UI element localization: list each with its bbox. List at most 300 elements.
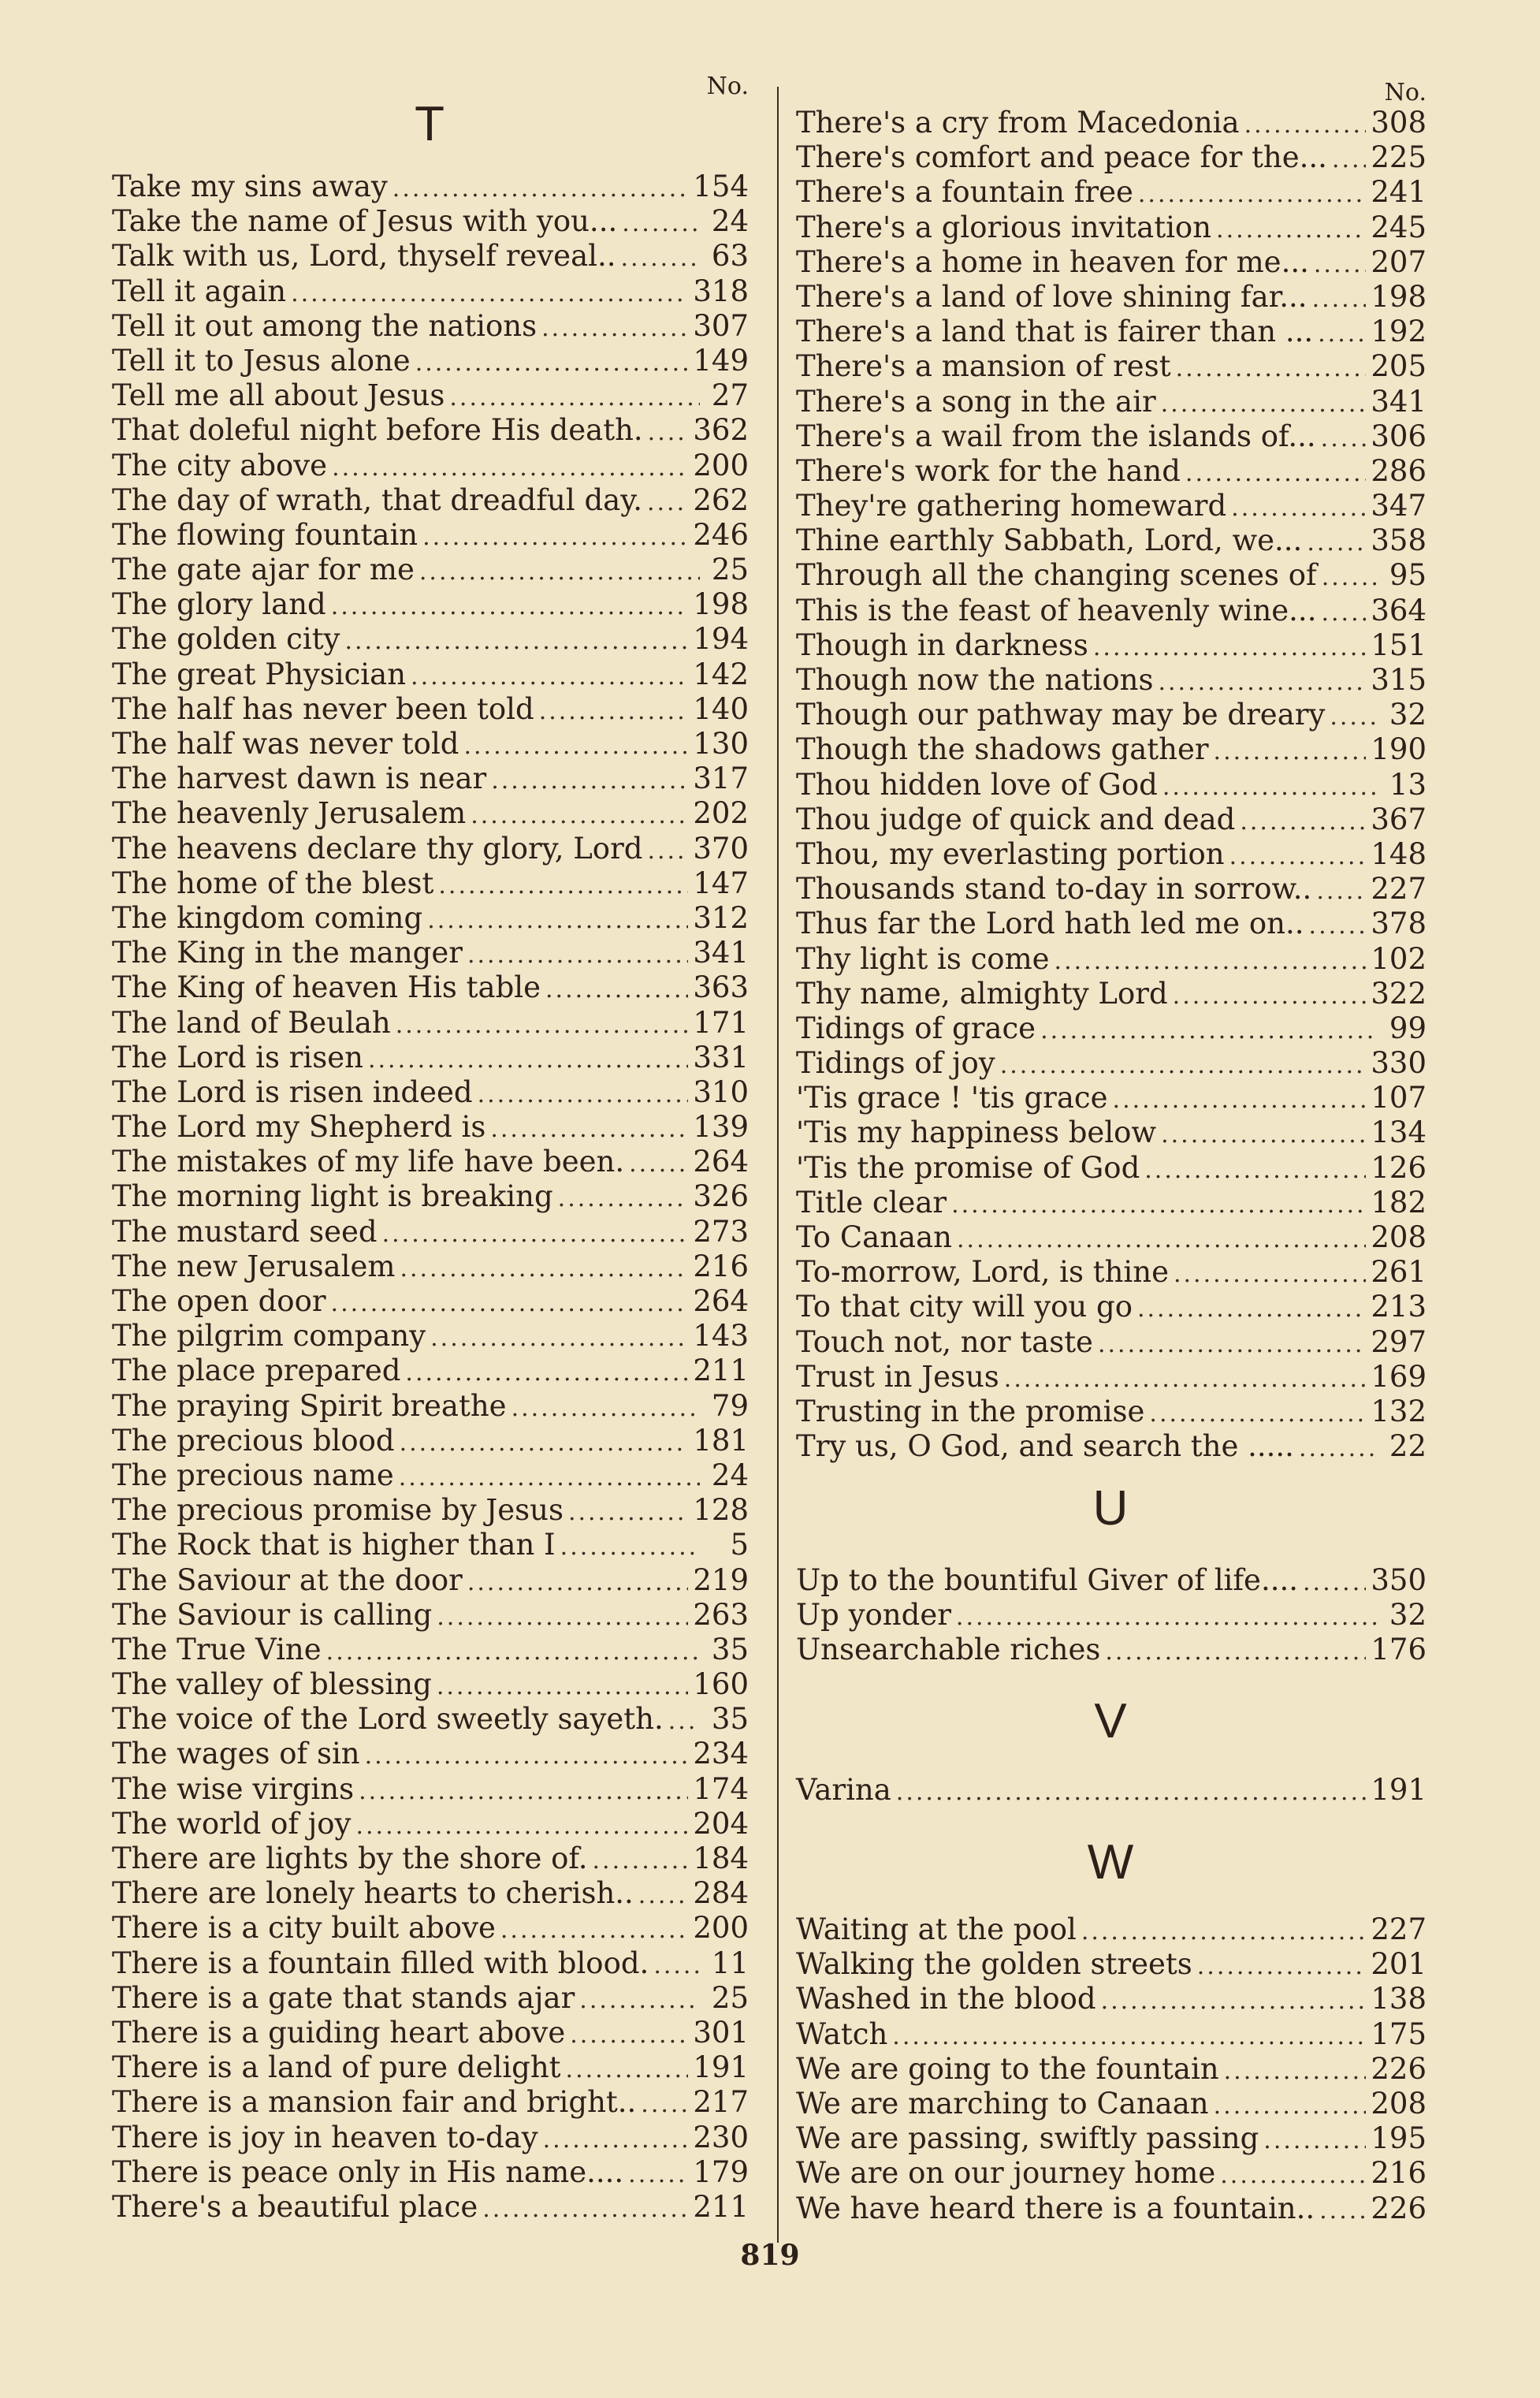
entry-number: 230 (693, 2120, 749, 2154)
dot-leader (355, 1809, 688, 1844)
dot-leader (628, 2158, 688, 2192)
entry-title: There's a glorious invitation (796, 210, 1212, 244)
entry-title: The King in the manger (112, 936, 463, 970)
dot-leader (365, 1739, 689, 1774)
dot-leader (467, 938, 688, 973)
index-entry (796, 1982, 1427, 2016)
entry-number: 216 (1371, 2156, 1427, 2191)
index-entry (112, 1563, 749, 1598)
entry-number: 191 (1371, 1773, 1427, 1807)
entry-title: The place prepared (112, 1354, 401, 1388)
entry-title: The glory land (112, 587, 326, 622)
dot-leader (1138, 177, 1366, 212)
dot-leader (437, 1600, 688, 1635)
dot-leader (437, 1670, 689, 1704)
dot-leader (560, 1530, 700, 1565)
index-entry (112, 970, 749, 1005)
entry-number: 378 (1371, 907, 1427, 941)
entry-title: Thou judge of quick and dead (796, 802, 1236, 836)
entry-title: There are lights by the shore of. (112, 1841, 588, 1875)
index-entry (112, 239, 749, 274)
entry-title: The land of Beulah (112, 1005, 391, 1040)
dot-leader (648, 415, 689, 450)
entry-number: 102 (1371, 941, 1427, 976)
entry-number: 362 (693, 413, 749, 448)
column-divider (777, 87, 779, 2243)
entry-number: 245 (1371, 210, 1427, 244)
entry-number: 192 (1371, 315, 1427, 349)
entry-title: The Saviour at the door (112, 1562, 463, 1597)
dot-leader (1299, 1432, 1378, 1466)
entry-number: 35 (711, 1632, 749, 1666)
entry-title: The Lord is risen indeed (112, 1074, 473, 1109)
entry-title: There's work for the hand (796, 453, 1181, 488)
entry-title: There's a beautiful place (112, 2189, 478, 2224)
index-entry (112, 378, 749, 413)
index-entry (796, 315, 1427, 349)
entry-number: 25 (711, 1980, 749, 2015)
index-entry (796, 732, 1427, 767)
dot-leader (1319, 2194, 1366, 2229)
entry-number: 219 (693, 1562, 749, 1597)
entry-number: 208 (1371, 2086, 1427, 2121)
index-entry (112, 832, 749, 866)
entry-title: Though in darkness (796, 627, 1088, 662)
entry-title: The new Jerusalem (112, 1249, 396, 1283)
dot-leader (411, 660, 688, 694)
entry-title: Take my sins away (112, 169, 388, 203)
entry-title: Tell it to Jesus alone (112, 343, 411, 378)
entry-title: The King of heaven His table (112, 970, 541, 1005)
entry-title: The half was never told (112, 727, 459, 761)
dot-leader (629, 1147, 688, 1182)
dot-leader (641, 2087, 688, 2122)
number-column-header-left: No. (706, 73, 749, 100)
entry-number: 331 (693, 1040, 749, 1074)
dot-leader (1161, 387, 1367, 422)
dot-leader (653, 1949, 700, 1983)
index-entry (796, 1220, 1427, 1255)
index-entry (796, 942, 1427, 977)
entry-number: 32 (1389, 698, 1427, 732)
dot-leader (415, 346, 689, 381)
entry-title: There are lonely hearts to cherish.. (112, 1876, 634, 1911)
entry-title: The morning light is breaking (112, 1179, 553, 1214)
entry-title: Title clear (796, 1185, 947, 1219)
entry-title: The wise virgins (112, 1771, 355, 1806)
entry-number: 226 (1371, 2191, 1427, 2225)
dot-leader (1105, 1635, 1366, 1670)
dot-leader (427, 903, 688, 938)
index-entry (796, 1290, 1427, 1324)
right-entry-list-v (796, 1773, 1427, 1808)
index-entry (796, 523, 1427, 558)
entry-number: 11 (711, 1946, 749, 1980)
dot-leader (400, 1252, 688, 1287)
index-entry (112, 1493, 749, 1528)
entry-title: The wages of sin (112, 1737, 360, 1771)
entry-number: 341 (693, 936, 749, 970)
index-entry (796, 802, 1427, 837)
index-entry (112, 761, 749, 796)
dot-leader (1303, 1566, 1366, 1600)
dot-leader (579, 1983, 700, 2018)
dot-leader (491, 764, 688, 799)
dot-leader (1137, 1292, 1366, 1327)
dot-leader (545, 973, 688, 1007)
index-entry (112, 622, 749, 657)
index-entry (796, 1912, 1427, 1947)
dot-leader (1149, 1397, 1366, 1432)
entry-number: 308 (1371, 106, 1427, 140)
dot-leader (368, 1043, 688, 1078)
entry-number: 284 (693, 1876, 749, 1911)
dot-leader (399, 1461, 700, 1495)
entry-title: Thy name, almighty Lord (796, 976, 1168, 1011)
entry-number: 148 (1371, 836, 1427, 871)
index-entry (112, 2121, 749, 2155)
index-entry (112, 1841, 749, 1876)
index-entry (796, 558, 1427, 593)
entry-number: 5 (730, 1528, 749, 1562)
entry-number: 363 (693, 970, 749, 1005)
index-entry (112, 1284, 749, 1319)
dot-leader (511, 1391, 700, 1426)
dot-leader (291, 277, 688, 311)
entry-number: 126 (1371, 1150, 1427, 1185)
index-entry (796, 768, 1427, 802)
entry-title: The pilgrim company (112, 1319, 426, 1354)
index-entry (112, 1702, 749, 1737)
dot-leader (396, 1008, 689, 1043)
entry-number: 213 (1371, 1290, 1427, 1324)
index-entry (112, 274, 749, 309)
index-entry (796, 1011, 1427, 1046)
dot-leader (1040, 1014, 1378, 1048)
index-entry (796, 1563, 1427, 1598)
entry-title: Through all the changing scenes of (796, 558, 1317, 593)
entry-title: Walking the golden streets (796, 1947, 1192, 1982)
index-entry (112, 1911, 749, 1946)
entry-number: 211 (693, 1354, 749, 1388)
entry-number: 216 (693, 1249, 749, 1283)
dot-leader (1229, 840, 1367, 874)
entry-title: We are passing, swiftly passing (796, 2121, 1259, 2156)
entry-number: 226 (1371, 2051, 1427, 2086)
entry-title: The precious name (112, 1458, 394, 1492)
entry-number: 330 (1371, 1046, 1427, 1081)
dot-leader (438, 869, 688, 903)
index-entry (796, 628, 1427, 663)
dot-leader (1224, 2054, 1367, 2089)
entry-number: 27 (711, 378, 749, 413)
entry-number: 174 (693, 1771, 749, 1806)
entry-title: Washed in the blood (796, 1982, 1096, 2016)
entry-number: 200 (693, 448, 749, 482)
entry-title: Trusting in the promise (796, 1394, 1145, 1428)
index-entry (796, 977, 1427, 1011)
index-entry (796, 1773, 1427, 1808)
page-number: 819 (740, 2239, 800, 2272)
entry-number: 202 (693, 796, 749, 831)
entry-number: 140 (693, 691, 749, 726)
index-entry (796, 1046, 1427, 1081)
entry-number: 370 (693, 831, 749, 866)
entry-number: 160 (693, 1667, 749, 1702)
index-entry (796, 140, 1427, 175)
entry-title: Tidings of joy (796, 1046, 995, 1081)
index-entry (796, 385, 1427, 419)
dot-leader (593, 1844, 689, 1879)
dot-leader (1332, 143, 1366, 177)
index-entry (112, 1667, 749, 1702)
entry-title: The kingdom coming (112, 900, 423, 935)
entry-number: 171 (693, 1005, 749, 1040)
index-entry (112, 2050, 749, 2085)
entry-number: 322 (1371, 976, 1427, 1011)
dot-leader (1055, 944, 1367, 979)
entry-number: 24 (711, 1458, 749, 1492)
dot-leader (467, 1566, 689, 1600)
dot-leader (668, 1704, 700, 1739)
index-entry (796, 245, 1427, 280)
entry-number: 132 (1371, 1394, 1427, 1428)
entry-number: 318 (693, 274, 749, 308)
entry-number: 154 (693, 169, 749, 203)
entry-title: There is a gate that stands ajar (112, 1980, 575, 2015)
index-entry (796, 1081, 1427, 1115)
entry-number: 32 (1389, 1598, 1427, 1633)
entry-title: The great Physician (112, 657, 407, 691)
entry-title: To Canaan (796, 1220, 952, 1254)
index-entry (112, 1215, 749, 1249)
entry-title: There's a land that is fairer than ... (796, 315, 1314, 349)
index-entry (112, 204, 749, 239)
dot-leader (500, 1913, 689, 1948)
index-entry (112, 1249, 749, 1284)
entry-number: 341 (1371, 384, 1427, 419)
index-entry (112, 936, 749, 970)
index-entry (796, 2191, 1427, 2226)
index-entry (796, 106, 1427, 140)
dot-leader (1240, 805, 1366, 840)
index-entry (796, 2052, 1427, 2087)
index-entry (796, 907, 1427, 941)
dot-leader (957, 1223, 1366, 1257)
entry-title: Take the name of Jesus with you... (112, 204, 618, 239)
dot-leader (1322, 560, 1378, 595)
entry-number: 191 (693, 2050, 749, 2085)
entry-title: We are on our journey home (796, 2156, 1216, 2191)
entry-title: The Rock that is higher than I (112, 1528, 556, 1562)
entry-number: 347 (1371, 489, 1427, 523)
entry-number: 227 (1371, 872, 1427, 907)
entry-number: 182 (1371, 1185, 1427, 1219)
index-entry (796, 1325, 1427, 1360)
entry-title: Tell me all about Jesus (112, 378, 445, 413)
dot-leader (1144, 1153, 1366, 1188)
index-entry (112, 692, 749, 727)
index-entry (796, 698, 1427, 732)
entry-number: 130 (693, 727, 749, 761)
dot-leader (1004, 1362, 1367, 1397)
index-entry (112, 2085, 749, 2120)
index-entry (112, 1772, 749, 1807)
entry-number: 367 (1371, 802, 1427, 836)
entry-number: 200 (693, 1911, 749, 1946)
entry-number: 307 (693, 308, 749, 343)
index-entry (796, 2121, 1427, 2156)
index-entry (796, 454, 1427, 489)
entry-title: There is a guiding heart above (112, 2015, 566, 2050)
dot-leader (1081, 1915, 1367, 1949)
entry-title: There's a fountain free (796, 175, 1133, 210)
dot-leader (1214, 735, 1367, 769)
index-entry (796, 2087, 1427, 2121)
dot-leader (638, 1879, 689, 1913)
dot-leader (570, 2018, 688, 2053)
entry-number: 143 (693, 1319, 749, 1354)
index-entry (112, 1110, 749, 1145)
entry-number: 273 (693, 1214, 749, 1249)
entry-number: 326 (693, 1179, 749, 1214)
dot-leader (1244, 108, 1367, 143)
entry-number: 234 (693, 1737, 749, 1771)
entry-number: 201 (1371, 1947, 1427, 1982)
dot-leader (1321, 596, 1366, 631)
entry-number: 24 (711, 204, 749, 239)
index-entry (112, 1807, 749, 1841)
dot-leader (344, 624, 688, 659)
entry-title: Talk with us, Lord, thyself reveal.. (112, 239, 616, 274)
entry-title: There's a wail from the islands of... (796, 419, 1316, 453)
entry-number: 13 (1389, 767, 1427, 802)
index-entry (112, 309, 749, 344)
entry-title: We are going to the fountain (796, 2051, 1219, 2086)
entry-number: 134 (1371, 1115, 1427, 1150)
entry-number: 262 (693, 482, 749, 517)
index-entry (112, 1319, 749, 1354)
section-letter-v: V (1094, 1694, 1129, 1748)
dot-leader (541, 311, 688, 346)
entry-number: 211 (693, 2189, 749, 2224)
entry-number: 286 (1371, 453, 1427, 488)
index-entry (796, 594, 1427, 628)
entry-title: The day of wrath, that dreadful day. (112, 482, 642, 517)
dot-leader (405, 1356, 688, 1391)
index-entry (112, 1075, 749, 1110)
entry-title: The valley of blessing (112, 1667, 432, 1702)
dot-leader (1314, 248, 1367, 282)
entry-title: There's a land of love shining far... (796, 279, 1308, 314)
dot-leader (449, 381, 700, 415)
dot-leader (951, 1188, 1366, 1223)
dot-leader (647, 834, 688, 869)
index-entry (796, 349, 1427, 384)
entry-title: 'Tis the promise of God (796, 1150, 1140, 1185)
number-column-header-right: No. (1384, 79, 1427, 106)
dot-leader (471, 799, 688, 833)
entry-title: There is peace only in His name.... (112, 2154, 624, 2189)
entry-title: Thou, my everlasting portion (796, 836, 1225, 871)
dot-leader (1307, 526, 1366, 560)
entry-title: The Saviour is calling (112, 1597, 433, 1632)
index-entry (796, 1186, 1427, 1220)
index-entry (112, 1389, 749, 1424)
index-entry (796, 280, 1427, 315)
dot-leader (1174, 1257, 1366, 1292)
entry-number: 246 (693, 517, 749, 552)
index-entry (112, 1981, 749, 2016)
dot-leader (1162, 770, 1378, 805)
entry-title: There's comfort and peace for the... (796, 140, 1327, 175)
index-entry (796, 2156, 1427, 2191)
dot-leader (1113, 1083, 1367, 1118)
section-letter-u: U (1092, 1481, 1130, 1536)
entry-number: 63 (711, 239, 749, 274)
index-entry (112, 1876, 749, 1911)
index-entry (112, 657, 749, 692)
entry-title: There is joy in heaven to-day (112, 2120, 538, 2154)
index-entry (796, 1115, 1427, 1150)
left-entry-list (112, 169, 749, 2225)
entry-number: 195 (1371, 2121, 1427, 2156)
entry-title: The mustard seed (112, 1214, 378, 1249)
dot-leader (647, 486, 688, 520)
dot-leader (1101, 1984, 1367, 2019)
entry-title: Trust in Jesus (796, 1359, 999, 1394)
entry-title: The heavens declare thy glory, Lord (112, 831, 643, 866)
index-entry (796, 1947, 1427, 1982)
entry-title: Thy light is come (796, 941, 1050, 976)
index-entry (112, 796, 749, 831)
index-entry (112, 1946, 749, 1981)
index-entry (112, 1458, 749, 1493)
entry-title: The voice of the Lord sweetly sayeth. (112, 1702, 664, 1737)
index-entry (796, 1598, 1427, 1633)
dot-leader (1161, 1118, 1366, 1152)
entry-title: The precious blood (112, 1423, 395, 1458)
dot-leader (1330, 700, 1378, 735)
entry-number: 317 (693, 761, 749, 796)
index-entry (112, 866, 749, 901)
entry-title: There is a mansion fair and bright.. (112, 2085, 637, 2120)
entry-number: 306 (1371, 419, 1427, 453)
entry-number: 149 (693, 343, 749, 378)
entry-number: 22 (1389, 1429, 1427, 1464)
entry-number: 184 (693, 1841, 749, 1875)
dot-leader (331, 1287, 689, 1321)
index-entry (112, 1354, 749, 1388)
index-entry (796, 1360, 1427, 1394)
entry-title: The precious promise by Jesus (112, 1493, 564, 1528)
entry-title: There's a song in the air (796, 384, 1156, 419)
dot-leader (1220, 2158, 1366, 2193)
dot-leader (1185, 456, 1366, 491)
entry-title: There is a land of pure delight (112, 2050, 561, 2085)
index-entry (796, 1394, 1427, 1429)
entry-title: Though the shadows gather (796, 732, 1209, 767)
entry-title: The praying Spirit breathe (112, 1388, 507, 1423)
entry-title: Thousands stand to-day in sorrow.. (796, 872, 1312, 907)
dot-leader (621, 241, 701, 276)
dot-leader (331, 590, 689, 624)
section-letter-w: W (1087, 1835, 1136, 1890)
entry-title: We are marching to Canaan (796, 2086, 1209, 2121)
entry-title: Try us, O God, and search the ..... (796, 1429, 1294, 1464)
entry-title: Tidings of grace (796, 1011, 1036, 1045)
entry-title: Tell it again (112, 274, 287, 308)
